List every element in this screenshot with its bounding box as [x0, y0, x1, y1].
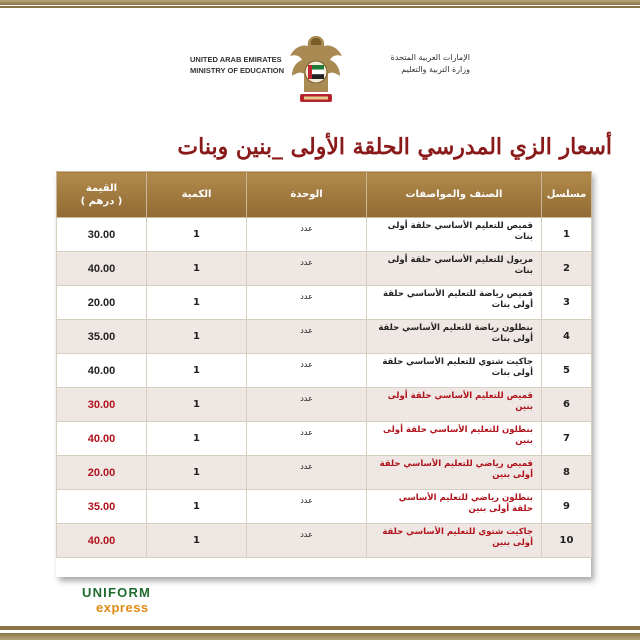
ar-line-2: وزارة التربية والتعليم [401, 65, 470, 74]
row-unit: عدد [247, 490, 367, 524]
english-ministry-name [190, 54, 300, 76]
table-row [57, 252, 592, 286]
row-description: بنطلون للتعليم الأساسي حلقة أولى بنين [367, 422, 542, 456]
row-price: 35.00 [57, 320, 147, 354]
header-quantity: الكمية [147, 172, 247, 218]
row-description: قميص للتعليم الأساسي حلقة أولى بنات [367, 218, 542, 252]
row-serial: 2 [542, 252, 592, 286]
header-description: الصنف والمواصفات [367, 172, 542, 218]
arabic-ministry-name [350, 52, 470, 76]
header-serial: مسلسل [542, 172, 592, 218]
row-description: قميص رياضي للتعليم الأساسي حلقة أولى بنين [367, 456, 542, 490]
page-title: أسعار الزي المدرسي الحلقة الأولى _بنين وبنات [177, 134, 612, 160]
table-row [57, 218, 592, 252]
header-unit: الوحدة [247, 172, 367, 218]
row-serial: 4 [542, 320, 592, 354]
table-row [57, 320, 592, 354]
row-serial: 6 [542, 388, 592, 422]
en-line-1: UNITED ARAB EMIRATES [190, 55, 282, 64]
row-price: 40.00 [57, 422, 147, 456]
row-price: 40.00 [57, 354, 147, 388]
en-line-2: MINISTRY OF EDUCATION [190, 66, 285, 75]
header-price-currency: ( درهم ) [80, 195, 123, 207]
row-quantity: 1 [147, 388, 247, 422]
row-unit: عدد [247, 456, 367, 490]
row-price: 35.00 [57, 490, 147, 524]
top-border [0, 0, 640, 8]
row-description: جاكيت شتوي للتعليم الأساسي حلقة أولى بنين [367, 524, 542, 558]
row-unit: عدد [247, 422, 367, 456]
row-serial: 1 [542, 218, 592, 252]
table-row [57, 456, 592, 490]
row-price: 30.00 [57, 218, 147, 252]
row-unit: عدد [247, 388, 367, 422]
row-quantity: 1 [147, 422, 247, 456]
row-quantity: 1 [147, 218, 247, 252]
row-unit: عدد [247, 218, 367, 252]
row-serial: 8 [542, 456, 592, 490]
row-description: قميص للتعليم الأساسي حلقة أولى بنين [367, 388, 542, 422]
row-price: 20.00 [57, 456, 147, 490]
row-serial: 7 [542, 422, 592, 456]
row-price: 20.00 [57, 286, 147, 320]
row-description: بنطلون رياضة للتعليم الأساسي حلقة أولى بنات [367, 320, 542, 354]
row-unit: عدد [247, 524, 367, 558]
row-description: قميص رياضة للتعليم الأساسي حلقة أولى بنات [367, 286, 542, 320]
logo-line-2: express [96, 600, 149, 615]
row-serial: 5 [542, 354, 592, 388]
row-serial: 10 [542, 524, 592, 558]
row-unit: عدد [247, 354, 367, 388]
row-unit: عدد [247, 320, 367, 354]
bottom-border [0, 626, 640, 640]
table-row [57, 422, 592, 456]
row-price: 40.00 [57, 524, 147, 558]
row-description: جاكيت شتوي للتعليم الأساسي حلقة أولى بنات [367, 354, 542, 388]
table-header-row [57, 172, 592, 218]
row-quantity: 1 [147, 524, 247, 558]
row-serial: 3 [542, 286, 592, 320]
ar-line-1: الإمارات العربية المتحدة [390, 53, 470, 62]
price-table [56, 171, 592, 558]
row-description: بنطلون رياضي للتعليم الأساسي حلقة أولى بنين [367, 490, 542, 524]
row-description: مريول للتعليم الأساسي حلقة أولى بنات [367, 252, 542, 286]
table-row [57, 388, 592, 422]
table-row [57, 286, 592, 320]
row-price: 40.00 [57, 252, 147, 286]
row-quantity: 1 [147, 490, 247, 524]
row-serial: 9 [542, 490, 592, 524]
row-quantity: 1 [147, 286, 247, 320]
price-table-container [56, 171, 591, 577]
row-unit: عدد [247, 252, 367, 286]
row-quantity: 1 [147, 252, 247, 286]
table-row [57, 354, 592, 388]
row-quantity: 1 [147, 456, 247, 490]
row-quantity: 1 [147, 354, 247, 388]
row-price: 30.00 [57, 388, 147, 422]
header-price-label: القيمة [85, 182, 118, 194]
uae-emblem-icon [286, 32, 346, 106]
table-row [57, 524, 592, 558]
ministry-header [0, 30, 640, 110]
row-quantity: 1 [147, 320, 247, 354]
header-price [57, 172, 147, 218]
row-unit: عدد [247, 286, 367, 320]
logo-line-1: UNIFORM [82, 585, 152, 600]
uniform-express-logo [82, 585, 202, 619]
table-row [57, 490, 592, 524]
